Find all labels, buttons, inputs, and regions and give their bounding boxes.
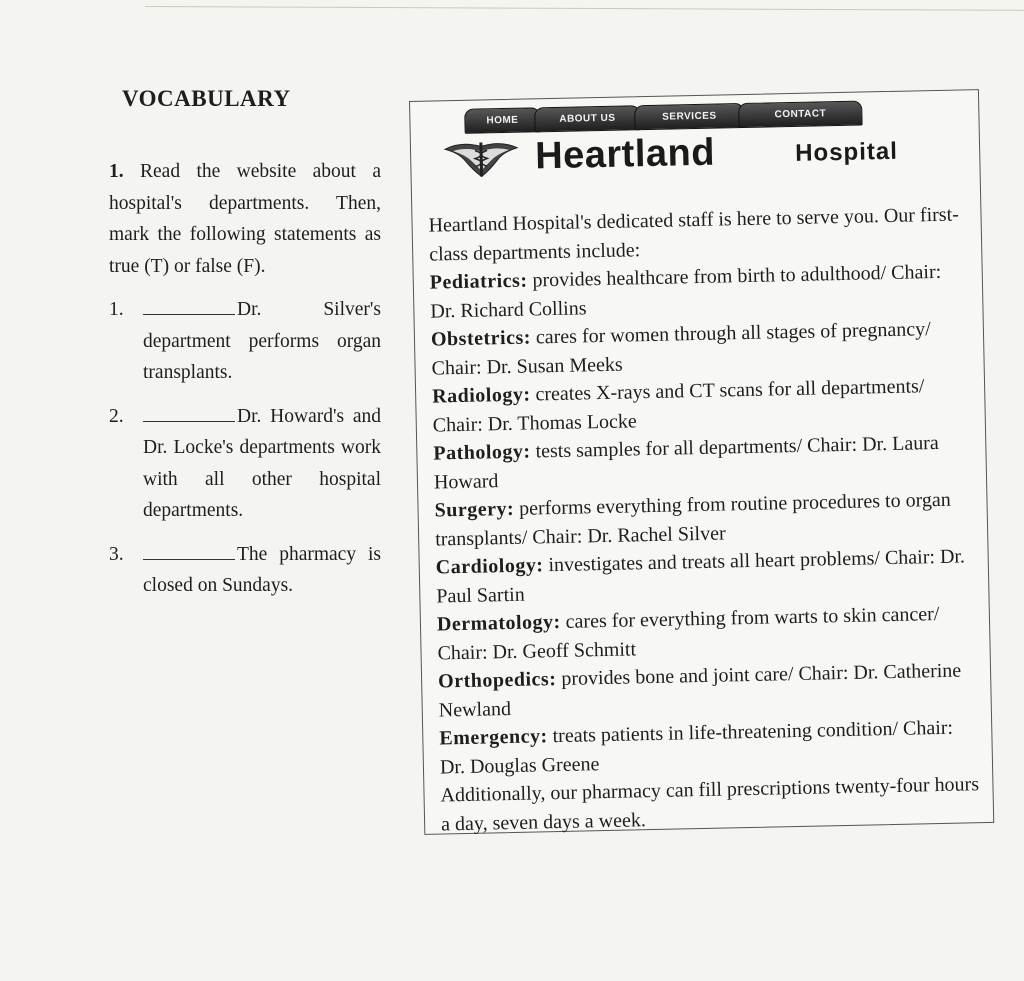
exercise-number: 1. — [109, 161, 124, 182]
statement-text: Dr. Silver's department performs organ transplants. — [143, 299, 381, 383]
exercise-column — [109, 156, 381, 614]
statement-3 — [109, 539, 381, 602]
dept-desc: treats patients in life-threatening condition/ Chair: Dr. Douglas Greene — [439, 716, 954, 778]
nav-tab-about-us[interactable]: ABOUT US — [534, 105, 641, 132]
nav-tab-home[interactable]: HOME — [464, 107, 541, 134]
closing-paragraph: Additionally, our pharmacy can fill prescriptions twenty-four hours a day, seven days a week. — [440, 773, 980, 835]
dept-desc: investigates and treats all heart problems/ Chair: Dr. Paul Sartin — [436, 545, 966, 608]
statement-1 — [109, 294, 381, 389]
statement-2 — [109, 401, 381, 527]
statement-number: 1. — [109, 299, 124, 320]
dept-desc: provides bone and joint care/ Chair: Dr. Catherine Newland — [438, 659, 962, 722]
dept-name: Pathology: — [433, 440, 531, 465]
section-title: VOCABULARY — [122, 86, 291, 111]
dept-name: Dermatology: — [436, 610, 561, 636]
instruction-text: Read the website about a hospital's departments. Then, mark the following statements as true (T) or false (F). — [109, 161, 381, 277]
dept-desc: performs everything from routine procedures to organ transplants/ Chair: Dr. Rachel Silver — [434, 488, 951, 551]
dept-desc: creates X-rays and CT scans for all departments/ Chair: Dr. Thomas Locke — [432, 375, 925, 437]
page-top-rule — [145, 6, 1024, 11]
dept-desc: cares for everything from warts to skin cancer/ Chair: Dr. Geoff Schmitt — [437, 603, 940, 665]
hospital-website-panel — [409, 89, 994, 835]
dept-name: Radiology: — [431, 383, 531, 408]
brand-name: Heartland — [534, 131, 716, 178]
statement-number: 3. — [109, 543, 124, 565]
dept-name: Surgery: — [434, 497, 515, 522]
intro-paragraph: Heartland Hospital's dedicated staff is here to serve you. Our first-class departments include: — [428, 203, 960, 266]
dept-name: Cardiology: — [435, 554, 544, 579]
caduceus-heart-logo-icon — [441, 138, 522, 180]
nav-tab-contact[interactable]: CONTACT — [738, 101, 862, 129]
website-nav — [464, 101, 856, 134]
website-body — [428, 200, 981, 838]
brand-subtitle: Hospital — [794, 137, 899, 167]
dept-name: Orthopedics: — [437, 668, 557, 693]
answer-blank[interactable] — [143, 541, 235, 560]
exercise-instruction — [109, 156, 381, 282]
nav-tab-services[interactable]: SERVICES — [634, 103, 744, 130]
dept-name: Emergency: — [439, 725, 548, 750]
statement-number: 2. — [109, 405, 124, 427]
answer-blank[interactable] — [143, 296, 235, 315]
dept-desc: tests samples for all departments/ Chair: Dr. Laura Howard — [433, 431, 939, 494]
dept-name: Obstetrics: — [430, 326, 532, 351]
dept-name: Pediatrics: — [429, 269, 528, 294]
answer-blank[interactable] — [143, 403, 235, 422]
dept-desc: provides healthcare from birth to adulthood/ Chair: Dr. Richard Collins — [430, 260, 942, 323]
dept-desc: cares for women through all stages of pregnancy/ Chair: Dr. Susan Meeks — [431, 318, 931, 380]
statement-text: Dr. Howard's and Dr. Locke's departments work with all other hospital departments. — [143, 405, 381, 521]
statement-text: The pharmacy is closed on Sundays. — [143, 543, 381, 596]
